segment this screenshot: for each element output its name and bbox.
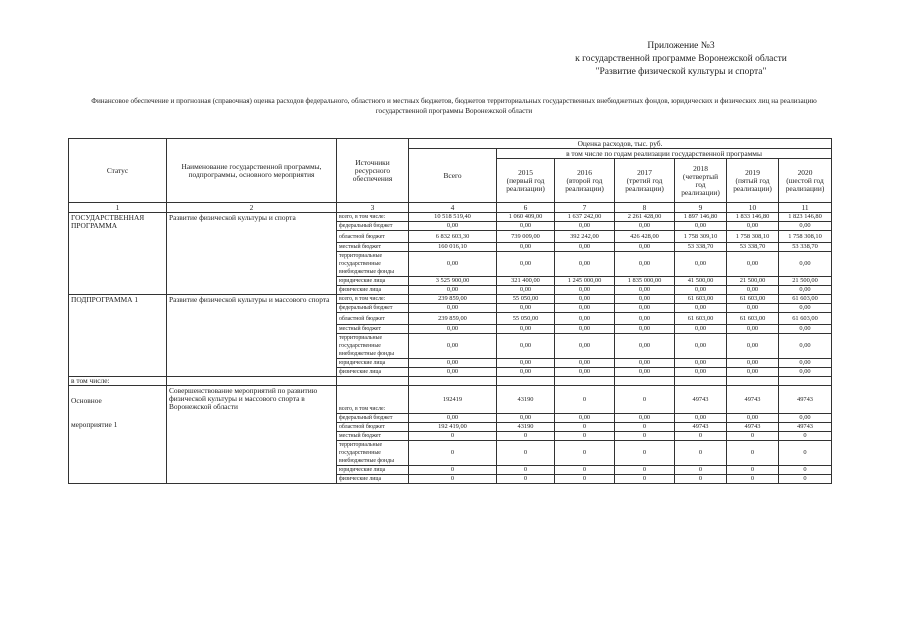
value-cell: 0	[779, 466, 832, 475]
status-cell	[69, 386, 167, 484]
col-index: 8	[615, 203, 675, 213]
value-cell: 21 500,00	[727, 277, 779, 286]
year-desc: (шестой год реализации)	[785, 175, 825, 193]
value-cell: 2 261 428,00	[615, 213, 675, 222]
value-cell: 0	[675, 475, 727, 484]
appendix-program-ref: к государственной программе Воронежской области	[575, 54, 787, 64]
year-desc: (третий год реализации)	[625, 175, 664, 193]
value-cell: 0,00	[497, 252, 555, 277]
col-year-2015	[497, 159, 555, 203]
value-cell: 0,00	[779, 359, 832, 368]
value-cell: 0,00	[675, 368, 727, 377]
value-cell: 0,00	[555, 222, 615, 231]
source-label: областной бюджет	[337, 313, 409, 325]
value-cell: 0,00	[555, 252, 615, 277]
value-cell: 0	[555, 466, 615, 475]
value-cell: 0,00	[727, 325, 779, 334]
value-cell: 192 419,00	[409, 423, 497, 432]
value-cell: 0	[497, 466, 555, 475]
value-cell: 0,00	[555, 414, 615, 423]
value-cell: 0	[727, 466, 779, 475]
program-name-cell: Развитие физической культуры и спорта	[167, 213, 337, 295]
value-cell: 0,00	[779, 325, 832, 334]
value-cell: 0,00	[409, 414, 497, 423]
value-cell: 0	[555, 432, 615, 441]
program-name-cell: Развитие физической культуры и массового спорта	[167, 295, 337, 377]
col-incl-years: в том числе по годам реализации государственной программы	[497, 149, 832, 159]
col-year-2020	[779, 159, 832, 203]
value-cell: 0	[409, 475, 497, 484]
value-cell: 61 603,00	[727, 313, 779, 325]
col-index: 4	[409, 203, 497, 213]
value-cell: 1 758 308,10	[727, 231, 779, 243]
year-label: 2020	[797, 167, 813, 177]
value-cell: 0,00	[615, 295, 675, 304]
col-year-2017	[615, 159, 675, 203]
value-cell: 0,00	[615, 243, 675, 252]
value-cell: 0,00	[555, 295, 615, 304]
value-cell: 0	[675, 466, 727, 475]
value-cell: 192419	[409, 386, 497, 414]
source-label: местный бюджет	[337, 432, 409, 441]
year-label: 2017	[637, 167, 652, 177]
source-label: федеральный бюджет	[337, 414, 409, 423]
value-cell: 49743	[727, 386, 779, 414]
value-cell: 0,00	[409, 334, 497, 359]
empty-cell	[779, 377, 832, 386]
empty-cell	[615, 377, 675, 386]
value-cell: 53 338,70	[675, 243, 727, 252]
value-cell: 0,00	[409, 286, 497, 295]
measure-status-line2: мероприятие 1	[71, 420, 118, 429]
value-cell: 0	[615, 423, 675, 432]
value-cell: 0	[727, 441, 779, 466]
col-source: Источники ресурсного обеспечения	[337, 139, 409, 203]
value-cell: 0	[615, 386, 675, 414]
value-cell: 0,00	[727, 304, 779, 313]
col-index: 10	[727, 203, 779, 213]
year-desc: (второй год реализации)	[565, 175, 604, 193]
source-label: юридические лица	[337, 277, 409, 286]
value-cell: 0	[615, 432, 675, 441]
value-cell: 0,00	[727, 414, 779, 423]
value-cell: 0	[555, 475, 615, 484]
value-cell: 0,00	[555, 313, 615, 325]
value-cell: 0,00	[555, 325, 615, 334]
value-cell: 43190	[497, 386, 555, 414]
value-cell: 0,00	[779, 222, 832, 231]
source-label: юридические лица	[337, 359, 409, 368]
year-desc: (четвертый год реализации)	[681, 171, 720, 197]
value-cell: 61 603,00	[675, 313, 727, 325]
value-cell: 0,00	[675, 325, 727, 334]
value-cell: 49743	[727, 423, 779, 432]
empty-cell	[555, 377, 615, 386]
year-label: 2015	[518, 167, 533, 177]
measure-name-cell: Совершенствование мероприятий по развитию физической культуры и массового спорта в Воронежской области	[167, 386, 337, 484]
value-cell: 61 603,00	[727, 295, 779, 304]
value-cell: 0,00	[779, 334, 832, 359]
value-cell: 43190	[497, 423, 555, 432]
value-cell: 0,00	[727, 252, 779, 277]
empty-cell	[727, 377, 779, 386]
value-cell: 160 016,10	[409, 243, 497, 252]
empty-cell	[337, 377, 409, 386]
source-label: всего, в том числе:	[337, 213, 409, 222]
value-cell: 0,00	[675, 286, 727, 295]
value-cell: 0,00	[555, 304, 615, 313]
appendix-number: Приложение №3	[647, 41, 715, 51]
value-cell: 0,00	[615, 222, 675, 231]
value-cell: 1 823 146,80	[779, 213, 832, 222]
value-cell: 0	[409, 466, 497, 475]
value-cell: 0,00	[615, 313, 675, 325]
source-label: территориальные государственные внебюджетные фонды	[337, 252, 409, 277]
value-cell: 0,00	[497, 286, 555, 295]
value-cell: 0,00	[555, 243, 615, 252]
col-index: 11	[779, 203, 832, 213]
source-label: местный бюджет	[337, 243, 409, 252]
value-cell: 0	[615, 475, 675, 484]
document-title: Финансовое обеспечение и прогнозная (справочная) оценка расходов федерального, областного и местных бюджетов, бюджетов территориальных государственных внебюджетных фондов, юридических и физических лиц на реализацию государственной программы Воронежской области	[91, 97, 817, 115]
year-label: 2018	[693, 163, 708, 173]
value-cell: 41 500,00	[675, 277, 727, 286]
value-cell: 55 050,00	[497, 295, 555, 304]
value-cell: 6 832 603,30	[409, 231, 497, 243]
value-cell: 0	[675, 441, 727, 466]
col-index: 2	[167, 203, 337, 213]
value-cell: 0,00	[727, 222, 779, 231]
table-row	[69, 386, 832, 414]
value-cell: 0,00	[727, 334, 779, 359]
value-cell: 0,00	[409, 368, 497, 377]
value-cell: 0	[779, 441, 832, 466]
value-cell: 55 050,00	[497, 313, 555, 325]
value-cell: 0,00	[555, 359, 615, 368]
value-cell: 0,00	[727, 286, 779, 295]
value-cell: 739 009,00	[497, 231, 555, 243]
value-cell: 1 897 146,80	[675, 213, 727, 222]
empty-cell	[675, 377, 727, 386]
value-cell: 0	[497, 432, 555, 441]
col-year-2019	[727, 159, 779, 203]
source-label: всего, в том числе:	[337, 386, 409, 414]
col-status: Статус	[69, 139, 167, 203]
value-cell: 0,00	[497, 304, 555, 313]
value-cell: 0,00	[675, 334, 727, 359]
value-cell: 61 603,00	[675, 295, 727, 304]
value-cell: 0,00	[409, 359, 497, 368]
col-index: 3	[337, 203, 409, 213]
value-cell: 0,00	[615, 334, 675, 359]
value-cell: 1 245 000,00	[555, 277, 615, 286]
value-cell: 61 603,00	[779, 295, 832, 304]
value-cell: 1 758 308,10	[779, 231, 832, 243]
value-cell: 3 525 900,00	[409, 277, 497, 286]
value-cell: 0	[555, 423, 615, 432]
value-cell: 0	[727, 432, 779, 441]
status-cell: ПОДПРОГРАММА 1	[69, 295, 167, 377]
empty-cell	[167, 377, 337, 386]
value-cell: 0,00	[497, 334, 555, 359]
source-label: федеральный бюджет	[337, 304, 409, 313]
source-label: территориальные государственные внебюджетные фонды	[337, 334, 409, 359]
measure-status-line1: Основное	[71, 396, 102, 405]
value-cell: 0,00	[779, 368, 832, 377]
value-cell: 0,00	[497, 325, 555, 334]
value-cell: 0,00	[727, 368, 779, 377]
value-cell: 0	[497, 441, 555, 466]
value-cell: 49743	[675, 386, 727, 414]
source-label: территориальные государственные внебюджетные фонды	[337, 441, 409, 466]
value-cell: 0,00	[555, 368, 615, 377]
value-cell: 1 835 000,00	[615, 277, 675, 286]
value-cell: 0,00	[615, 286, 675, 295]
value-cell: 0,00	[615, 414, 675, 423]
value-cell: 0,00	[497, 359, 555, 368]
col-year-2016	[555, 159, 615, 203]
col-total: Всего	[409, 149, 497, 203]
value-cell: 0	[727, 475, 779, 484]
value-cell: 0,00	[497, 222, 555, 231]
value-cell: 426 428,00	[615, 231, 675, 243]
value-cell: 10 518 519,40	[409, 213, 497, 222]
value-cell: 0,00	[555, 334, 615, 359]
value-cell: 0	[615, 441, 675, 466]
value-cell: 0,00	[615, 252, 675, 277]
source-label: областной бюджет	[337, 231, 409, 243]
value-cell: 0	[497, 475, 555, 484]
appendix-header	[561, 40, 801, 79]
col-index: 1	[69, 203, 167, 213]
year-desc: (первый год реализации)	[506, 175, 545, 193]
value-cell: 0,00	[675, 414, 727, 423]
value-cell: 0,00	[779, 414, 832, 423]
value-cell: 0,00	[615, 325, 675, 334]
source-label: физические лица	[337, 286, 409, 295]
empty-cell	[409, 377, 497, 386]
value-cell: 0,00	[727, 359, 779, 368]
col-index: 9	[675, 203, 727, 213]
value-cell: 21 500,00	[779, 277, 832, 286]
col-name: Наименование государственной программы, подпрограммы, основного мероприятия	[167, 139, 337, 203]
value-cell: 61 603,00	[779, 313, 832, 325]
value-cell: 0,00	[779, 304, 832, 313]
value-cell: 0,00	[497, 414, 555, 423]
value-cell: 53 338,70	[779, 243, 832, 252]
year-label: 2016	[577, 167, 592, 177]
value-cell: 0	[779, 432, 832, 441]
source-label: физические лица	[337, 368, 409, 377]
value-cell: 0,00	[675, 222, 727, 231]
value-cell: 1 758 309,10	[675, 231, 727, 243]
incl-note: в том числе:	[69, 377, 167, 386]
value-cell: 392 242,00	[555, 231, 615, 243]
value-cell: 0,00	[779, 286, 832, 295]
col-index: 7	[555, 203, 615, 213]
value-cell: 49743	[779, 386, 832, 414]
value-cell: 0,00	[497, 243, 555, 252]
value-cell: 0,00	[497, 368, 555, 377]
value-cell: 0	[555, 441, 615, 466]
value-cell: 0,00	[409, 252, 497, 277]
col-estimate: Оценка расходов, тыс. руб.	[409, 139, 832, 149]
table-row	[69, 213, 832, 222]
value-cell: 0	[675, 432, 727, 441]
table-row	[69, 295, 832, 304]
table-row	[69, 377, 832, 386]
value-cell: 53 338,70	[727, 243, 779, 252]
value-cell: 321 400,00	[497, 277, 555, 286]
col-index: 6	[497, 203, 555, 213]
empty-cell	[497, 377, 555, 386]
value-cell: 1 833 146,80	[727, 213, 779, 222]
source-label: физические лица	[337, 475, 409, 484]
value-cell: 0,00	[615, 304, 675, 313]
value-cell: 0	[409, 441, 497, 466]
value-cell: 0	[409, 432, 497, 441]
value-cell: 49743	[779, 423, 832, 432]
source-label: всего, в том числе:	[337, 295, 409, 304]
value-cell: 0	[779, 475, 832, 484]
source-label: областной бюджет	[337, 423, 409, 432]
appendix-program-title: "Развитие физической культуры и спорта"	[595, 67, 767, 77]
value-cell: 0,00	[409, 304, 497, 313]
status-cell: ГОСУДАРСТВЕННАЯ ПРОГРАММА	[69, 213, 167, 295]
col-year-2018	[675, 159, 727, 203]
source-label: юридические лица	[337, 466, 409, 475]
year-desc: (пятый год реализации)	[733, 175, 772, 193]
value-cell: 0,00	[615, 359, 675, 368]
value-cell: 0,00	[675, 252, 727, 277]
value-cell: 239 859,00	[409, 295, 497, 304]
value-cell: 1 637 242,00	[555, 213, 615, 222]
value-cell: 0,00	[555, 286, 615, 295]
value-cell: 0,00	[409, 325, 497, 334]
value-cell: 239 859,00	[409, 313, 497, 325]
source-label: федеральный бюджет	[337, 222, 409, 231]
finance-table	[68, 138, 832, 484]
value-cell: 0,00	[615, 368, 675, 377]
value-cell: 0,00	[675, 359, 727, 368]
value-cell: 0,00	[779, 252, 832, 277]
value-cell: 0	[555, 386, 615, 414]
value-cell: 1 060 409,00	[497, 213, 555, 222]
value-cell: 0	[615, 466, 675, 475]
value-cell: 0,00	[675, 304, 727, 313]
value-cell: 49743	[675, 423, 727, 432]
source-label: местный бюджет	[337, 325, 409, 334]
value-cell: 0,00	[409, 222, 497, 231]
year-label: 2019	[745, 167, 760, 177]
